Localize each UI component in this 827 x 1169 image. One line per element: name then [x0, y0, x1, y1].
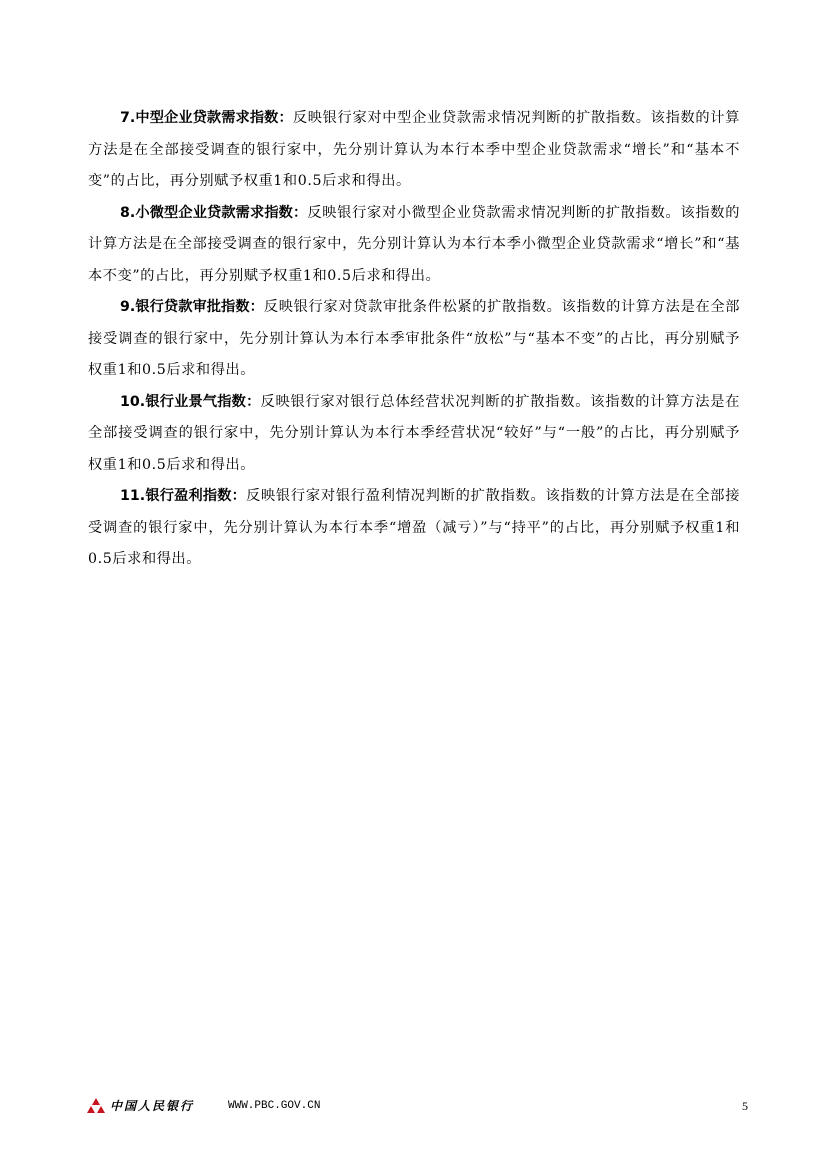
page-footer: [86, 1094, 748, 1118]
paragraph-text: 反映银行家对小微型企业贷款需求情况判断的扩散指数。该指数的计算方法是在全部接受调查的银行家中，先分别计算认为本行本季小微型企业贷款需求“增长”和“基本不变”的占比，再分别赋予权重1和0.5后求和得出。: [88, 204, 741, 284]
paragraph-term: 10.银行业景气指数：: [120, 393, 261, 410]
paragraph-11: [88, 481, 740, 576]
paragraph-term: 9.银行贷款审批指数：: [120, 299, 264, 315]
pbc-logo-svg: [86, 1097, 106, 1115]
paragraph-9: [88, 292, 740, 387]
site-url-link[interactable]: WWW.PBC.GOV.CN: [228, 1100, 321, 1112]
paragraph-term: 11.银行盈利指数：: [120, 488, 246, 504]
paragraph-text: 反映银行家对银行盈利情况判断的扩散指数。该指数的计算方法是在全部接受调查的银行家中，先分别计算认为本行本季“增盈（减亏）”与“持平”的占比，再分别赋予权重1和0.5后求和得出。: [88, 488, 740, 567]
document-body: [88, 103, 740, 576]
paragraph-8: [88, 198, 740, 293]
paragraph-text: 反映银行家对银行总体经营状况判断的扩散指数。该指数的计算方法是在全部接受调查的银行家中，先分别计算认为本行本季经营状况“较好”与“一般”的占比，再分别赋予权重1和0.5后求和得出。: [88, 393, 740, 473]
paragraph-10: [88, 387, 740, 482]
paragraph-term: 7.中型企业贷款需求指数：: [120, 110, 293, 126]
bank-name: 中国人民银行: [110, 1099, 195, 1113]
paragraph-term: 8.小微型企业贷款需求指数：: [120, 204, 308, 221]
page-number: 5: [742, 1099, 748, 1113]
paragraph-text: 反映银行家对贷款审批条件松紧的扩散指数。该指数的计算方法是在全部接受调查的银行家中，先分别计算认为本行本季审批条件“放松”与“基本不变”的占比，再分别赋予权重1和0.5后求和得出。: [88, 299, 740, 378]
paragraph-text: 反映银行家对中型企业贷款需求情况判断的扩散指数。该指数的计算方法是在全部接受调查的银行家中，先分别计算认为本行本季中型企业贷款需求“增长”和“基本不变”的占比，再分别赋予权重1和0.5后求和得出。: [88, 110, 740, 189]
pbc-logo-icon: [86, 1097, 106, 1115]
paragraph-7: [88, 103, 740, 198]
